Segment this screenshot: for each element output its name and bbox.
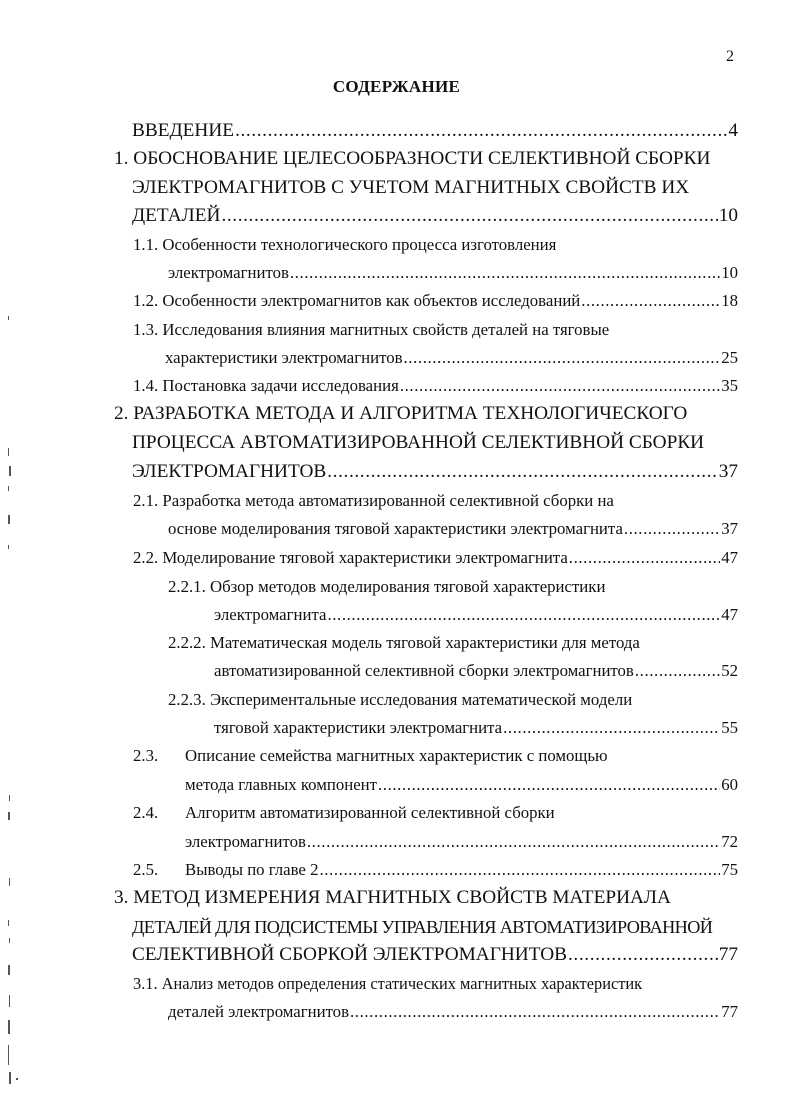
toc-page-number: 77 — [718, 944, 738, 965]
toc-entry-text: электромагнита — [214, 605, 327, 624]
toc-entry-text: Выводы по главе 2 — [185, 860, 319, 879]
toc-page-number: 72 — [721, 832, 738, 851]
toc-section-3-1-line-1[interactable] — [133, 971, 642, 997]
toc-section-2-2-3-line-1[interactable] — [168, 687, 632, 713]
toc-chapter-1-line-1[interactable] — [114, 146, 710, 172]
scan-speck — [8, 1020, 10, 1034]
toc-entry-number: 2.4. — [133, 803, 159, 822]
toc-section-2-2-1-line-1[interactable] — [168, 574, 605, 600]
scan-speck — [8, 316, 9, 320]
toc-page-number: 25 — [721, 348, 738, 367]
scan-speck — [8, 486, 9, 491]
toc-section-2-3-line-1[interactable] — [133, 743, 608, 769]
toc-page-number: 47 — [721, 548, 738, 567]
toc-entry-text: тяговой характеристики электромагнита — [214, 718, 503, 737]
toc-section-2-2[interactable] — [133, 545, 738, 571]
toc-section-1-3-line-1[interactable] — [133, 317, 609, 343]
toc-entry-number: 2.3. — [133, 746, 159, 765]
toc-entry-text: 1.1. Особенности технологического процесса изготовления — [133, 235, 557, 254]
toc-page-number: 18 — [721, 291, 738, 310]
scan-speck — [8, 1045, 9, 1065]
toc-chapter-1-line-3[interactable] — [132, 203, 738, 229]
toc-entry-text: 1. ОБОСНОВАНИЕ ЦЕЛЕСООБРАЗНОСТИ СЕЛЕКТИВНОЙ СБОРКИ — [114, 148, 711, 169]
toc-entry-text: деталей электромагнитов — [168, 1002, 349, 1021]
toc-leader-dots — [327, 459, 717, 485]
toc-section-2-1-line-1[interactable] — [133, 488, 614, 514]
toc-entry-text: Алгоритм автоматизированной селективной сборки — [185, 803, 555, 822]
page-title: СОДЕРЖАНИЕ — [332, 77, 461, 96]
toc-entry-text: 2.2. Моделирование тяговой характеристики электромагнита — [133, 548, 568, 567]
toc-section-1-4[interactable] — [133, 373, 738, 399]
toc-page-number: 75 — [721, 860, 738, 879]
scan-speck — [9, 938, 10, 943]
scan-speck — [8, 448, 9, 456]
toc-entry-text: 1.4. Постановка задачи исследования — [133, 376, 399, 395]
toc-chapter-2-line-3[interactable] — [132, 459, 738, 485]
toc-leader-dots — [319, 857, 720, 883]
toc-section-2-4-line-2[interactable] — [185, 829, 738, 855]
toc-page-number: 37 — [721, 519, 738, 538]
toc-page-number: 35 — [721, 376, 738, 395]
toc-chapter-3-line-2[interactable] — [132, 914, 712, 940]
toc-section-1-2[interactable] — [133, 288, 738, 314]
toc-leader-dots — [503, 715, 720, 741]
toc-entry-text: 2.2.3. Экспериментальные исследования математической модели — [168, 690, 633, 709]
toc-section-2-2-3-line-2[interactable] — [214, 715, 738, 741]
toc-section-2-2-1-line-2[interactable] — [214, 602, 738, 628]
toc-leader-dots — [235, 118, 727, 144]
toc-entry-text: 2. РАЗРАБОТКА МЕТОДА И АЛГОРИТМА ТЕХНОЛОГИЧЕСКОГО — [114, 403, 688, 424]
scan-speck — [9, 466, 11, 476]
toc-leader-dots — [404, 345, 721, 371]
toc-page-number: 10 — [718, 205, 738, 226]
toc-entry-text: 3.1. Анализ методов определения статических магнитных характеристик — [133, 974, 643, 993]
toc-section-2-1-line-2[interactable] — [168, 516, 738, 542]
scan-speck — [9, 878, 10, 886]
toc-entry-introduction[interactable] — [132, 118, 738, 144]
toc-entry-text: характеристики электромагнитов — [165, 348, 403, 367]
toc-entry-text: ЭЛЕКТРОМАГНИТОВ С УЧЕТОМ МАГНИТНЫХ СВОЙСТВ ИХ — [132, 177, 690, 198]
toc-leader-dots — [569, 545, 720, 571]
toc-entry-text: основе моделирования тяговой характеристики электромагнита — [168, 519, 623, 538]
toc-leader-dots — [635, 658, 720, 684]
toc-leader-dots — [568, 942, 718, 968]
toc-leader-dots — [624, 516, 720, 542]
scan-speck — [8, 812, 10, 820]
toc-page-number: 52 — [721, 661, 738, 680]
toc-page-number: 4 — [728, 120, 738, 141]
toc-section-3-1-line-2[interactable] — [168, 999, 738, 1025]
toc-leader-dots — [327, 602, 720, 628]
toc-page-number: 60 — [721, 775, 738, 794]
toc-leader-dots — [307, 829, 720, 855]
toc-page-number: 47 — [721, 605, 738, 624]
toc-section-1-1-line-1[interactable] — [133, 232, 556, 258]
toc-entry-text: автоматизированной селективной сборки электромагнитов — [214, 661, 634, 680]
toc-entry-text: ЭЛЕКТРОМАГНИТОВ — [132, 461, 327, 482]
toc-chapter-1-line-2[interactable] — [132, 175, 689, 201]
page-number: 2 — [726, 48, 734, 65]
toc-entry-text: 1.3. Исследования влияния магнитных свойств деталей на тяговые — [133, 320, 610, 339]
toc-entry-text: электромагнитов — [185, 832, 306, 851]
toc-section-2-5[interactable] — [133, 857, 738, 883]
toc-leader-dots — [290, 260, 720, 286]
toc-chapter-3-line-3[interactable] — [132, 942, 738, 968]
toc-page-number: 37 — [718, 461, 738, 482]
scan-speck — [8, 920, 9, 926]
toc-leader-dots — [221, 203, 717, 229]
toc-leader-dots — [581, 288, 720, 314]
toc-entry-text: 2.2.2. Математическая модель тяговой характеристики для метода — [168, 633, 640, 652]
scan-speck — [8, 965, 10, 975]
toc-section-2-4-line-1[interactable] — [133, 800, 555, 826]
toc-page-number: 55 — [721, 718, 738, 737]
scan-speck — [8, 545, 9, 549]
toc-entry-text: метода главных компонент — [185, 775, 377, 794]
toc-chapter-3-line-1[interactable] — [114, 885, 671, 911]
scan-speck — [16, 1078, 18, 1080]
toc-section-1-1-line-2[interactable] — [168, 260, 738, 286]
scan-speck — [9, 1072, 11, 1084]
scan-speck — [9, 995, 10, 1007]
toc-entry-text: ДЕТАЛЕЙ — [132, 205, 221, 226]
toc-section-2-2-2-line-2[interactable] — [214, 658, 738, 684]
toc-entry-text: 2.1. Разработка метода автоматизированной селективной сборки на — [133, 491, 614, 510]
toc-entry-number: 2.5. — [133, 860, 159, 879]
scan-speck — [9, 795, 10, 801]
toc-chapter-2-line-2[interactable] — [132, 430, 704, 456]
toc-entry-text: электромагнитов — [168, 263, 289, 282]
toc-entry-text: 1.2. Особенности электромагнитов как объектов исследований — [133, 291, 581, 310]
toc-entry-text: 2.2.1. Обзор методов моделирования тяговой характеристики — [168, 577, 606, 596]
toc-leader-dots — [378, 772, 720, 798]
toc-chapter-2-line-1[interactable] — [114, 401, 687, 427]
toc-page-number: 77 — [721, 1002, 738, 1021]
toc-page-number: 10 — [721, 263, 738, 282]
toc-section-1-3-line-2[interactable] — [165, 345, 738, 371]
toc-entry-text: ПРОЦЕССА АВТОМАТИЗИРОВАННОЙ СЕЛЕКТИВНОЙ СБОРКИ — [132, 432, 705, 453]
toc-entry-text: Описание семейства магнитных характеристик с помощью — [185, 746, 608, 765]
toc-section-2-3-line-2[interactable] — [185, 772, 738, 798]
toc-entry-text: СЕЛЕКТИВНОЙ СБОРКОЙ ЭЛЕКТРОМАГНИТОВ — [132, 944, 568, 965]
toc-entry-text: ДЕТАЛЕЙ ДЛЯ ПОДСИСТЕМЫ УПРАВЛЕНИЯ АВТОМАТИЗИРОВАННОЙ — [132, 917, 713, 937]
scan-speck — [8, 515, 10, 524]
toc-leader-dots — [400, 373, 720, 399]
toc-leader-dots — [350, 999, 720, 1025]
toc-entry-text: 3. МЕТОД ИЗМЕРЕНИЯ МАГНИТНЫХ СВОЙСТВ МАТЕРИАЛА — [114, 887, 671, 908]
toc-section-2-2-2-line-1[interactable] — [168, 630, 640, 656]
toc-entry-text: ВВЕДЕНИЕ — [132, 120, 235, 141]
